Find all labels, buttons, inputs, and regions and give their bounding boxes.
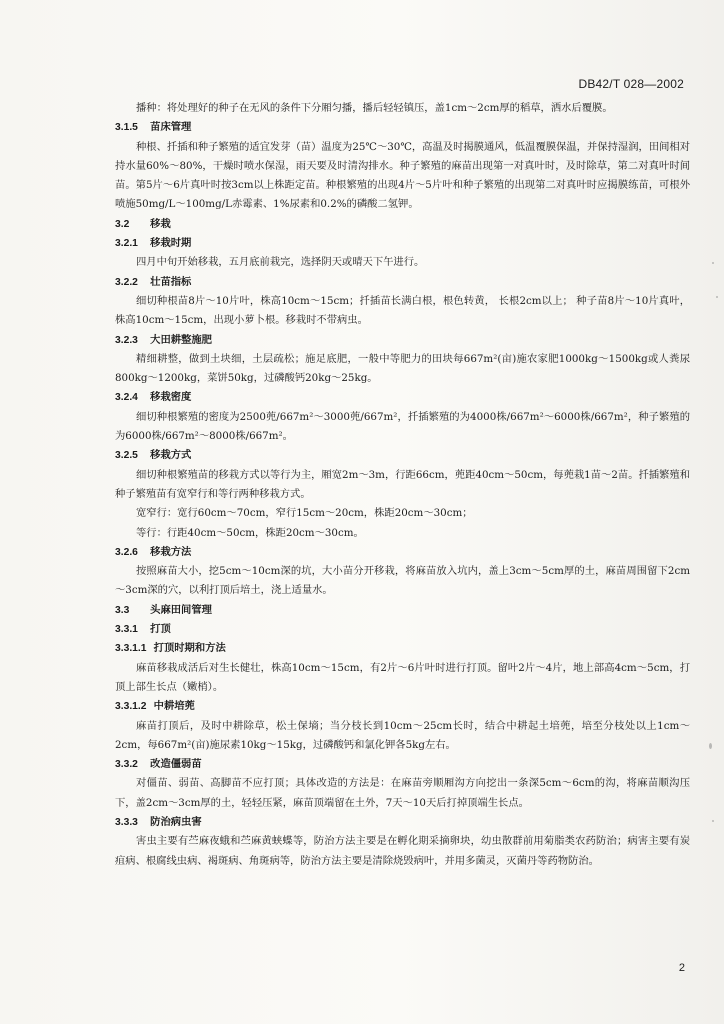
page-number: 2 bbox=[678, 962, 685, 974]
section-number: 3.2.1 bbox=[115, 238, 138, 250]
section-title: 头麻田间管理 bbox=[150, 603, 212, 616]
section-number: 3.3.2 bbox=[115, 759, 138, 771]
section-heading bbox=[115, 118, 690, 137]
scan-speck bbox=[709, 743, 712, 749]
scan-speck bbox=[712, 262, 714, 264]
section-title: 移栽时期 bbox=[150, 237, 192, 250]
section-title: 移栽 bbox=[150, 217, 171, 230]
section-heading bbox=[115, 543, 690, 562]
section-number: 3.2 bbox=[115, 218, 130, 230]
section-heading bbox=[115, 755, 690, 774]
section-title: 移栽方法 bbox=[150, 545, 192, 558]
section-title: 壮苗指标 bbox=[150, 275, 192, 288]
section-number: 3.2.3 bbox=[115, 334, 138, 346]
body-paragraph: 宽窄行：宽行60cm～70cm，窄行15cm～20cm，株距20cm～30cm； bbox=[136, 507, 473, 520]
scan-speck bbox=[712, 820, 714, 822]
body-paragraph: 麻苗移栽成活后对生长健壮，株高10cm～15cm，有2片～6片叶时进行打顶。留叶2片～4片，地上部高4cm～5cm，打顶上部生长点（嫩梢）。 bbox=[115, 661, 690, 693]
section-heading bbox=[115, 234, 690, 253]
body-paragraph: 细切种根苗8片～10片叶，株高10cm～15cm；扦插苗长满白根，根色转黄， 长根2cm以上； 种子苗8片～10片真叶，株高10cm～15cm，出现小萝卜根。移栽时不带病虫。 bbox=[115, 294, 690, 327]
scan-speck bbox=[716, 296, 718, 298]
document-body bbox=[115, 99, 690, 871]
section-number: 3.3.1.2 bbox=[115, 701, 147, 713]
section-number: 3.3.1 bbox=[115, 624, 138, 636]
body-paragraph: 麻苗打顶后，及时中耕除草，松土保墒；当分枝长到10cm～25cm长时，结合中耕起土培蔸，培至分枝处以上1cm～2cm，每667m²(亩)施尿素10kg～15kg，过磷酸钙和氯化钾各5kg左右。 bbox=[115, 719, 690, 751]
section-number: 3.3.1.1 bbox=[115, 643, 147, 655]
section-number: 3.2.4 bbox=[115, 392, 138, 404]
section-heading bbox=[115, 620, 690, 639]
body-paragraph: 细切种根繁殖的密度为2500蔸/667m²～3000蔸/667m²，扦插繁殖的为4000株/667m²～6000株/667m²，种子繁殖的为6000株/667m²～8000株/667m²。 bbox=[115, 410, 690, 443]
section-title: 苗床管理 bbox=[150, 121, 192, 134]
section-title: 防治病虫害 bbox=[150, 815, 202, 828]
section-heading bbox=[115, 331, 690, 350]
body-paragraph: 四月中旬开始移栽，五月底前栽完，选择阴天或晴天下午进行。 bbox=[136, 256, 425, 269]
section-title: 中耕培蔸 bbox=[153, 700, 195, 713]
body-paragraph: 精细耕整，做到土块细，土层疏松；施足底肥，一般中等肥力的田块每667m²(亩)施农家肥1000kg～1500kg或人粪尿800kg～1200kg，菜饼50kg，过磷酸钙20kg～25kg。 bbox=[115, 352, 690, 385]
section-heading bbox=[115, 273, 690, 292]
body-paragraph: 按照麻苗大小，挖5cm～10cm深的坑，大小苗分开移栽，将麻苗放入坑内，盖上3cm～5cm厚的土，麻苗周围留下2cm～3cm深的穴，以利打顶后培土，浇上适量水。 bbox=[115, 565, 690, 597]
section-heading bbox=[115, 639, 690, 658]
section-title: 移栽密度 bbox=[150, 391, 192, 404]
section-number: 3.2.5 bbox=[115, 450, 138, 462]
section-number: 3.1.5 bbox=[115, 122, 138, 134]
section-heading bbox=[115, 215, 690, 234]
body-paragraph: 种根、扦插和种子繁殖的适宜发芽（苗）温度为25℃～30℃，高温及时揭膜通风，低温覆膜保温，并保持湿润，田间相对持水量60%～80%，干燥时喷水保湿，雨天要及时清沟排水。种子繁殖的麻苗出现第一对真叶时，及时除草，第二对真叶时间苗。第5片～6片真叶时按3cm以上株距定苗。种根繁殖的出现4片～5片叶和种子繁殖的出现第二对真叶时应揭膜练苗，可根外喷施50mg/L～100mg/L赤霉素、1%尿素和0.2%的磷酸二氢钾。 bbox=[115, 140, 690, 211]
section-number: 3.2.6 bbox=[115, 546, 138, 558]
body-paragraph: 播种：将处理好的种子在无风的条件下分厢匀播，播后轻轻镇压，盖1cm～2cm厚的稻草，洒水后覆膜。 bbox=[136, 102, 613, 114]
section-title: 移栽方式 bbox=[150, 449, 192, 462]
section-number: 3.3.3 bbox=[115, 816, 138, 828]
section-title: 改造僵弱苗 bbox=[150, 758, 202, 771]
body-paragraph: 等行：行距40cm～50cm，株距20cm～30cm。 bbox=[136, 526, 364, 539]
section-number: 3.2.2 bbox=[115, 276, 138, 288]
body-paragraph: 害虫主要有苎麻夜蛾和苎麻黄蛱蝶等，防治方法主要是在孵化期采摘卵块，幼虫散群前用菊脂类农药防治；病害主要有炭疽病、根腐线虫病、褐斑病、角斑病等，防治方法主要是清除烧毁病叶，并用多菌灵，灭菌丹等药物防治。 bbox=[115, 835, 690, 867]
section-title: 打顶 bbox=[150, 623, 171, 636]
section-heading bbox=[115, 601, 690, 620]
section-number: 3.3 bbox=[115, 604, 130, 616]
section-title: 大田耕整施肥 bbox=[150, 333, 212, 346]
section-heading bbox=[115, 813, 690, 832]
body-paragraph: 细切种根繁殖苗的移栽方式以等行为主，厢宽2m～3m，行距66cm，蔸距40cm～50cm，每蔸栽1苗～2苗。扦插繁殖和种子繁殖苗有宽窄行和等行两种移栽方式。 bbox=[115, 468, 690, 500]
section-heading bbox=[115, 388, 690, 407]
standard-number: DB42/T 028—2002 bbox=[578, 77, 684, 91]
section-heading bbox=[115, 446, 690, 465]
section-heading bbox=[115, 697, 690, 716]
section-title: 打顶时期和方法 bbox=[153, 642, 226, 655]
body-paragraph: 对僵苗、弱苗、高脚苗不应打顶；具体改造的方法是：在麻苗旁顺厢沟方向挖出一条深5cm～6cm的沟，将麻苗顺沟压下，盖2cm～3cm厚的土，轻轻压紧，麻苗顶端留在土外，7天～10天后打掉顶端生长点。 bbox=[115, 777, 690, 809]
